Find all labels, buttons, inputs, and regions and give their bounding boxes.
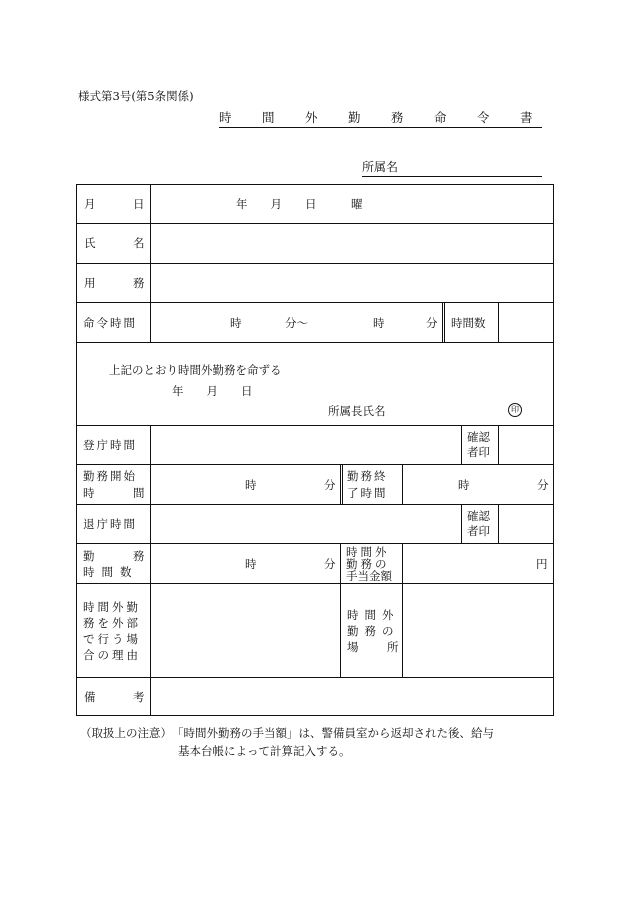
order-time-min-to[interactable]: 分 bbox=[426, 316, 438, 330]
allowance-yen[interactable]: 円 bbox=[536, 557, 548, 571]
outside-place-field[interactable] bbox=[404, 585, 552, 675]
allowance-label: 手当金額 bbox=[346, 569, 392, 583]
work-start-label: 時 bbox=[83, 486, 95, 500]
date-label: 日 bbox=[133, 197, 145, 211]
hours-field[interactable] bbox=[500, 304, 552, 340]
double-divider bbox=[340, 464, 343, 504]
work-start-min[interactable]: 分 bbox=[324, 478, 336, 492]
arrival-time-label: 登庁時間 bbox=[83, 438, 137, 452]
work-end-hour[interactable]: 時 bbox=[458, 478, 470, 492]
outside-reason-field[interactable] bbox=[152, 585, 338, 675]
name-label: 名 bbox=[133, 236, 145, 250]
remarks-field[interactable] bbox=[152, 679, 552, 714]
row-divider bbox=[76, 504, 554, 505]
page-title: 時 間 外 勤 務 命 令 書 bbox=[219, 108, 542, 128]
work-start-label: 勤務開始 bbox=[83, 469, 137, 483]
row-divider bbox=[76, 425, 554, 426]
order-time-hour[interactable]: 時 bbox=[230, 316, 242, 330]
confirmer-seal-label: 者印 bbox=[467, 524, 490, 538]
row-divider bbox=[76, 223, 554, 224]
departure-time-field[interactable] bbox=[152, 506, 458, 542]
confirmer-seal-label: 確認 bbox=[467, 430, 490, 444]
allowance-label: 勤務の bbox=[346, 557, 390, 571]
label-column-divider bbox=[150, 425, 151, 716]
label-column-divider bbox=[150, 184, 151, 342]
duty-label: 務 bbox=[133, 276, 145, 290]
column-divider bbox=[461, 504, 462, 543]
row-divider bbox=[76, 543, 554, 544]
order-time-hour-to[interactable]: 時 bbox=[373, 316, 385, 330]
name-label: 氏 bbox=[84, 236, 96, 250]
row-divider bbox=[76, 302, 554, 303]
outside-place-label: 場 bbox=[347, 640, 359, 654]
confirmer-seal-label: 確認 bbox=[467, 509, 490, 523]
hours-label: 時間数 bbox=[451, 316, 486, 330]
handling-note: 基本台帳によって計算記入する。 bbox=[178, 744, 351, 758]
work-start-label: 間 bbox=[133, 486, 145, 500]
handling-note: （取扱上の注意） 「時間外勤務の手当額」は、警備員室から返却された後、給与 bbox=[80, 726, 494, 740]
row-divider bbox=[76, 677, 554, 678]
outside-reason-label: 合の理由 bbox=[83, 648, 141, 662]
order-statement: 上記のとおり時間外勤務を命ずる bbox=[109, 363, 282, 377]
outside-place-label: 所 bbox=[387, 640, 399, 654]
work-end-label: 了時間 bbox=[347, 486, 388, 500]
work-hours-hour[interactable]: 時 bbox=[245, 557, 257, 571]
confirmer-seal-field[interactable] bbox=[500, 506, 552, 542]
work-hours-label: 時間数 bbox=[83, 565, 139, 579]
double-divider bbox=[442, 302, 445, 342]
chief-name-label: 所属長氏名 bbox=[328, 404, 386, 418]
duty-label: 用 bbox=[84, 276, 96, 290]
column-divider bbox=[402, 543, 403, 677]
column-divider bbox=[498, 504, 499, 543]
work-hours-label: 務 bbox=[133, 549, 145, 563]
date-label: 月 bbox=[84, 197, 96, 211]
remarks-label: 備 bbox=[84, 690, 96, 704]
seal-icon: 印 bbox=[508, 403, 522, 417]
work-hours-label: 勤 bbox=[83, 549, 95, 563]
affiliation-field[interactable] bbox=[362, 158, 542, 177]
work-start-hour[interactable]: 時 bbox=[245, 478, 257, 492]
outside-place-label: 勤務の bbox=[347, 624, 400, 638]
departure-time-label: 退庁時間 bbox=[83, 517, 137, 531]
form-number: 様式第3号(第5条関係) bbox=[78, 89, 194, 103]
order-time-label: 命令時間 bbox=[83, 316, 137, 330]
column-divider bbox=[498, 425, 499, 464]
order-date[interactable]: 年 月 日 bbox=[172, 384, 253, 398]
row-divider bbox=[76, 464, 554, 465]
row-divider bbox=[76, 342, 554, 343]
column-divider bbox=[340, 543, 341, 677]
confirmer-seal-field[interactable] bbox=[500, 427, 552, 463]
row-divider bbox=[76, 583, 554, 584]
work-hours-min[interactable]: 分 bbox=[324, 557, 336, 571]
name-field[interactable] bbox=[152, 225, 552, 261]
duty-field[interactable] bbox=[152, 265, 552, 301]
row-divider bbox=[76, 263, 554, 264]
outside-reason-label: 時間外勤 bbox=[83, 600, 141, 614]
work-end-label: 勤務終 bbox=[347, 469, 388, 483]
column-divider bbox=[402, 464, 403, 504]
allowance-label: 時間外 bbox=[346, 545, 390, 559]
arrival-time-field[interactable] bbox=[152, 427, 458, 463]
work-end-min[interactable]: 分 bbox=[537, 478, 549, 492]
outside-place-label: 時間外 bbox=[347, 608, 400, 622]
outside-reason-label: で行う場 bbox=[83, 632, 141, 646]
outside-reason-label: 務を外部 bbox=[83, 616, 141, 630]
confirmer-seal-label: 者印 bbox=[467, 445, 490, 459]
column-divider bbox=[498, 302, 499, 342]
date-field[interactable]: 年 月 日 曜 bbox=[236, 197, 363, 211]
column-divider bbox=[461, 425, 462, 464]
remarks-label: 考 bbox=[133, 690, 145, 704]
order-time-min-from[interactable]: 分〜 bbox=[285, 316, 308, 330]
affiliation-label: 所属名 bbox=[362, 160, 399, 174]
